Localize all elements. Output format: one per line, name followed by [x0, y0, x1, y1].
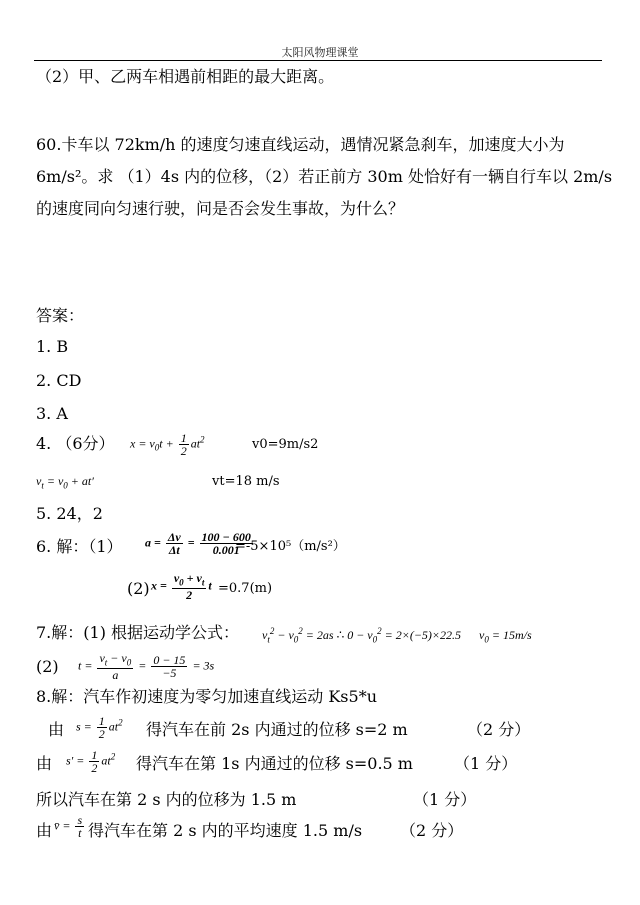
formula-average-speed: v̄ = $\frac{s}{t}$ — [54, 813, 83, 840]
answer-8-line3-post: 得汽车在第 1s 内通过的位移 s=0.5 m — [136, 754, 413, 773]
answer-5: 5. 24，2 — [36, 504, 103, 523]
answer-4-label: 4. （6分） — [36, 434, 115, 453]
answer-8-line2-pre: 由 — [48, 720, 65, 739]
answer-8-line5-post: 得汽车在第 2 s 内的平均速度 1.5 m/s — [88, 821, 363, 840]
answer-8-line2-post: 得汽车在前 2s 内通过的位移 s=2 m — [146, 720, 408, 739]
answer-7-part2-label: (2) — [36, 657, 59, 676]
line-q60-3: 的速度同向匀速行驶，问是否会发生事故，为什么？ — [36, 199, 405, 218]
formula-kinematics: $v_t^2 - v_0^2 = 2as$ ∴ $0 - v_0^2 = 2\times(-5)\times 22.5$ $v_0 = 15m/s$ — [262, 626, 532, 645]
answer-4-vt: vt=18 m/s — [212, 474, 280, 489]
line-q-part2: （2）甲、乙两车相遇前相距的最大距离。 — [36, 67, 335, 86]
answer-2: 2. CD — [36, 371, 82, 390]
line-q60-2: 6m/s²。求 （1）4s 内的位移，（2）若正前方 30m 处恰好有一辆自行车以 2m/s — [36, 167, 613, 186]
answer-8-line4: 所以汽车在第 2 s 内的位移为 1.5 m — [36, 790, 297, 809]
formula-s-half-at2: s = $\frac{1}{2}$ $at^2$ — [76, 714, 123, 741]
formula-time: t = $\frac{v_t - v_0}{a}$ = $\frac{0 - 15}{-5}$ = 3s — [78, 651, 215, 683]
page-header: 太阳风物理课堂 — [281, 46, 359, 59]
answer-7-label: 7.解：(1) 根据运动学公式： — [36, 623, 240, 642]
answer-6-part2-result: =0.7(m) — [218, 581, 273, 596]
formula-average-velocity: x = $\frac{v_0 + v_t}{2}$ t — [151, 571, 212, 603]
answer-title: 答案： — [36, 306, 85, 325]
answer-8-line3-pre: 由 — [36, 754, 53, 773]
formula-s-prime-half-at2: s′ = $\frac{1}{2}$ $at^2$ — [66, 748, 116, 775]
answer-6-result: =-5×10⁵（m/s²） — [235, 539, 346, 554]
answer-8-line3-score: （1 分） — [454, 754, 518, 773]
answer-6-label: 6. 解：（1） — [36, 537, 123, 556]
answer-4-v0: v0=9m/s2 — [252, 437, 319, 452]
formula-acceleration: a = $\frac{\Delta v}{\Delta t}$ = $\frac{100 - 600}{0.001}$ — [145, 530, 251, 557]
answer-8-line5-pre: 由 — [36, 821, 53, 840]
answer-8-line1: 8.解：汽车作初速度为零匀加速直线运动 Ks5*u — [36, 687, 378, 706]
line-q60-1: 60.卡车以 72km/h 的速度匀速直线运动，遇情况紧急刹车，加速度大小为 — [36, 135, 565, 154]
answer-1: 1. B — [36, 337, 69, 356]
answer-6-part2-label: (2) — [127, 579, 150, 598]
answer-8-line5-score: （2 分） — [400, 821, 464, 840]
header-rule — [34, 60, 602, 61]
formula-displacement: $x = v_0t$ + $\frac{1}{2}$ $at^2$ — [130, 431, 205, 458]
answer-8-line2-score: （2 分） — [467, 720, 531, 739]
answer-3: 3. A — [36, 404, 68, 423]
answer-8-line4-score: （1 分） — [413, 790, 477, 809]
formula-velocity: $v_t = v_0 + at'$ — [36, 474, 94, 491]
